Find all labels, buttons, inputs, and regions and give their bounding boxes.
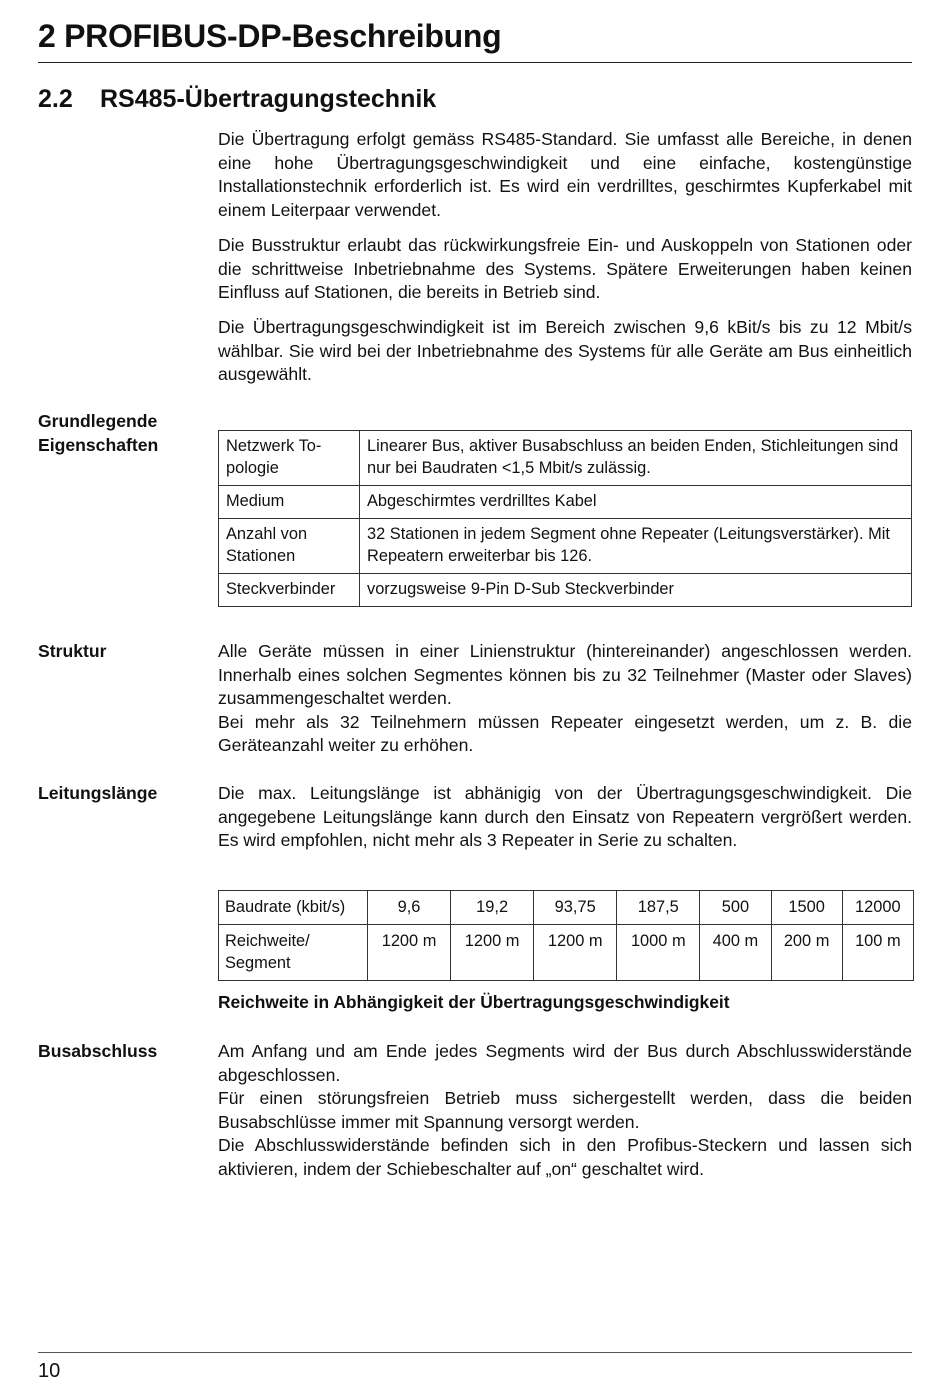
property-value: Linearer Bus, aktiver Busabschluss an beiden Enden, Stichleitungen sind nur bei Baudraten <1,5 Mbit/s zulässig. bbox=[360, 431, 912, 486]
chapter-title: 2 PROFIBUS-DP-Beschreibung bbox=[38, 18, 502, 54]
range-cell: 1000 m bbox=[617, 925, 700, 981]
chapter-divider bbox=[38, 62, 912, 63]
section-number: 2.2 bbox=[38, 85, 73, 113]
footer-divider bbox=[38, 1352, 912, 1353]
table-row bbox=[219, 574, 912, 607]
grundlegende-label-line2: Eigenschaften bbox=[38, 434, 159, 455]
property-value: vorzugsweise 9-Pin D-Sub Steckverbinder bbox=[360, 574, 912, 607]
property-value: Abgeschirmtes verdrilltes Kabel bbox=[360, 486, 912, 519]
leitungslaenge-label: Leitungslänge bbox=[38, 783, 158, 803]
range-cell: 100 m bbox=[842, 925, 913, 981]
range-cell: 1200 m bbox=[534, 925, 617, 981]
baudrate-cell: 12000 bbox=[842, 891, 913, 925]
struktur-label: Struktur bbox=[38, 641, 107, 661]
baudrate-header: Baudrate (kbit/s) bbox=[219, 891, 368, 925]
intro-paragraph-2: Die Busstruktur erlaubt das rückwirkungsfreie Ein- und Auskoppeln von Stationen oder die schrittweise Inbetriebnahme des Systems. Spätere Erweiterungen haben keinen Einfluss auf Stationen, die bereits in Betrieb sind. bbox=[218, 235, 912, 303]
baudrate-cell: 9,6 bbox=[368, 891, 451, 925]
range-cell: 200 m bbox=[771, 925, 842, 981]
page-number: 10 bbox=[38, 1360, 61, 1382]
leitungslaenge-text: Die max. Leitungslänge ist abhänigig von der Übertragungsgeschwindigkeit. Die angegebene Leitungslänge kann durch den Einsatz von Repeatern vergrößert werden. Es wird empfohlen, nicht mehr als 3 Repeater in Serie zu schalten. bbox=[218, 783, 912, 851]
property-key: Medium bbox=[219, 486, 360, 519]
baudrate-cell: 93,75 bbox=[534, 891, 617, 925]
table-caption: Reichweite in Abhängigkeit der Übertragungsgeschwindigkeit bbox=[218, 992, 730, 1012]
struktur-paragraph-1: Alle Geräte müssen in einer Linienstruktur (hintereinander) angeschlossen werden. Innerhalb eines solchen Segmentes können bis zu 32 Teilnehmer (Master oder Slaves) zusammengeschaltet werden. bbox=[218, 641, 912, 709]
table-row bbox=[219, 519, 912, 574]
table-row bbox=[219, 925, 914, 981]
table-row bbox=[219, 431, 912, 486]
range-cell: 1200 m bbox=[368, 925, 451, 981]
section-heading-text: RS485-Übertragungstechnik bbox=[100, 85, 437, 113]
table-row bbox=[219, 891, 914, 925]
range-cell: 1200 m bbox=[451, 925, 534, 981]
busabschluss-label: Busabschluss bbox=[38, 1041, 158, 1061]
busabschluss-paragraph-2: Für einen störungsfreien Betrieb muss sichergestellt werden, dass die beiden Busabschlüsse immer mit Spannung versorgt werden. bbox=[218, 1088, 912, 1132]
grundlegende-label bbox=[38, 410, 208, 457]
table-row bbox=[219, 486, 912, 519]
properties-table bbox=[218, 430, 912, 607]
baudrate-cell: 187,5 bbox=[617, 891, 700, 925]
busabschluss-text bbox=[218, 1040, 912, 1182]
struktur-text bbox=[218, 640, 912, 758]
busabschluss-paragraph-3: Die Abschlusswiderstände befinden sich in den Profibus-Steckern und lassen sich aktivieren, indem der Schiebeschalter auf „on“ geschaltet wird. bbox=[218, 1135, 912, 1179]
baudrate-cell: 500 bbox=[700, 891, 771, 925]
baudrate-cell: 1500 bbox=[771, 891, 842, 925]
property-key: Netzwerk Topologie bbox=[219, 431, 360, 486]
grundlegende-label-line1: Grundlegende bbox=[38, 411, 158, 431]
baudrate-cell: 19,2 bbox=[451, 891, 534, 925]
struktur-paragraph-2: Bei mehr als 32 Teilnehmern müssen Repeater eingesetzt werden, um z. B. die Geräteanzahl weiter zu erhöhen. bbox=[218, 711, 912, 756]
range-header: Reichweite/ Segment bbox=[219, 925, 368, 981]
property-value: 32 Stationen in jedem Segment ohne Repeater (Leitungsverstärker). Mit Repeatern erweiterbar bis 126. bbox=[360, 519, 912, 574]
property-key: Steckverbinder bbox=[219, 574, 360, 607]
property-key: Anzahl von Stationen bbox=[219, 519, 360, 574]
busabschluss-paragraph-1: Am Anfang und am Ende jedes Segments wird der Bus durch Abschlusswiderstände abgeschlossen. bbox=[218, 1041, 912, 1085]
intro-paragraph-1: Die Übertragung erfolgt gemäss RS485-Standard. Sie umfasst alle Bereiche, in denen eine hohe Übertragungsgeschwindigkeit und eine einfache, kostengünstige Installationstechnik erforderlich ist. Es wird ein verdrilltes, geschirmtes Kupferkabel mit einem Leiterpaar verwendet. bbox=[218, 129, 912, 220]
baudrate-table bbox=[218, 890, 914, 981]
range-cell: 400 m bbox=[700, 925, 771, 981]
intro-paragraph-3: Die Übertragungsgeschwindigkeit ist im Bereich zwischen 9,6 kBit/s bis zu 12 Mbit/s wählbar. Sie wird bei der Inbetriebnahme des Systems für alle Geräte am Bus einheitlich ausgewählt. bbox=[218, 317, 912, 385]
section-title bbox=[38, 85, 436, 114]
